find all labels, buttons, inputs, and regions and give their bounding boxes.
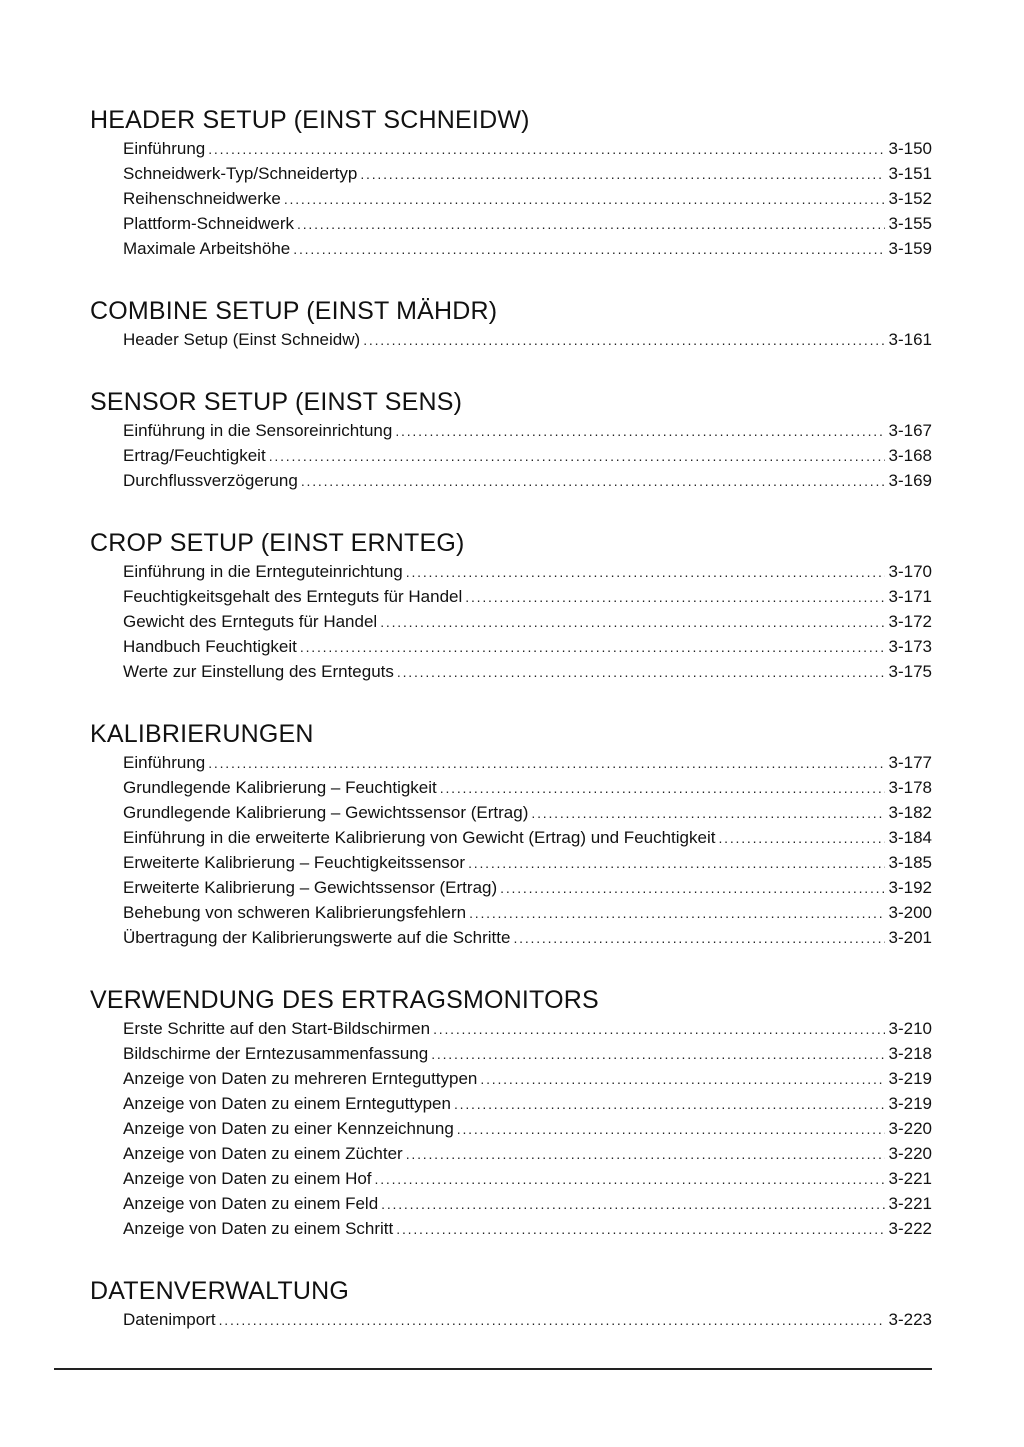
toc-entry[interactable] <box>90 469 932 494</box>
dot-leader <box>284 187 885 211</box>
toc-entry[interactable] <box>90 926 932 951</box>
toc-entry-label: Anzeige von Daten zu einem Hof <box>123 1169 372 1188</box>
toc-entry[interactable] <box>90 187 932 212</box>
toc-entry[interactable] <box>90 560 932 585</box>
toc-entry-page-number: 3-169 <box>888 471 932 490</box>
dot-leader <box>219 1308 885 1332</box>
table-of-contents <box>90 105 932 1333</box>
dot-leader <box>360 162 884 186</box>
toc-entry-label: Einführung <box>123 139 206 158</box>
dot-leader <box>500 876 884 900</box>
dot-leader <box>293 237 884 261</box>
toc-entry-page-number: 3-167 <box>888 421 932 440</box>
toc-entry-page-number: 3-182 <box>888 803 932 822</box>
toc-entry-page-number: 3-150 <box>888 139 932 158</box>
toc-entry[interactable] <box>90 610 932 635</box>
dot-leader <box>468 851 884 875</box>
toc-entry-label: Anzeige von Daten zu einem Züchter <box>123 1144 403 1163</box>
toc-entry-label: Bildschirme der Erntezusammenfassung <box>123 1044 429 1063</box>
dot-leader <box>269 444 885 468</box>
toc-entry-page-number: 3-177 <box>888 753 932 772</box>
dot-leader <box>397 660 885 684</box>
section-heading: HEADER SETUP (EINST SCHNEIDW) <box>90 106 530 134</box>
toc-entry[interactable] <box>90 1142 932 1167</box>
toc-entry-page-number: 3-173 <box>888 637 932 656</box>
toc-entry-page-number: 3-210 <box>888 1019 932 1038</box>
toc-entry-label: Anzeige von Daten zu einer Kennzeichnung <box>123 1119 454 1138</box>
toc-entry-label: Erweiterte Kalibrierung – Gewichtssensor (Ertrag) <box>123 878 498 897</box>
dot-leader <box>433 1017 884 1041</box>
toc-entry[interactable] <box>90 851 932 876</box>
toc-entry-page-number: 3-200 <box>888 903 932 922</box>
dot-leader <box>469 901 884 925</box>
toc-section <box>90 1276 932 1333</box>
toc-entry[interactable] <box>90 1167 932 1192</box>
toc-entry-label: Header Setup (Einst Schneidw) <box>123 330 361 349</box>
footer-divider <box>54 1368 932 1370</box>
dot-leader <box>395 419 884 443</box>
toc-entry[interactable] <box>90 328 932 353</box>
toc-entry-label: Schneidwerk-Typ/Schneidertyp <box>123 164 358 183</box>
dot-leader <box>380 610 884 634</box>
toc-entry-label: Behebung von schweren Kalibrierungsfehlern <box>123 903 467 922</box>
toc-entry-label: Ertrag/Feuchtigkeit <box>123 446 266 465</box>
toc-entry-page-number: 3-172 <box>888 612 932 631</box>
dot-leader <box>208 751 884 775</box>
toc-entry-page-number: 3-184 <box>888 828 932 847</box>
toc-entry-label: Handbuch Feuchtigkeit <box>123 637 297 656</box>
section-heading: COMBINE SETUP (EINST MÄHDR) <box>90 297 498 325</box>
toc-entry[interactable] <box>90 1092 932 1117</box>
toc-entry-page-number: 3-222 <box>888 1219 932 1238</box>
toc-entry-label: Grundlegende Kalibrierung – Gewichtssensor (Ertrag) <box>123 803 529 822</box>
toc-entry[interactable] <box>90 1192 932 1217</box>
toc-entry-label: Durchflussverzögerung <box>123 471 298 490</box>
toc-section <box>90 719 932 951</box>
dot-leader <box>396 1217 884 1241</box>
toc-entry[interactable] <box>90 776 932 801</box>
dot-leader <box>513 926 884 950</box>
toc-entry-label: Einführung in die erweiterte Kalibrierung von Gewicht (Ertrag) und Feuchtigkeit <box>123 828 716 847</box>
toc-entry-label: Feuchtigkeitsgehalt des Ernteguts für Handel <box>123 587 463 606</box>
toc-entry-page-number: 3-185 <box>888 853 932 872</box>
toc-entry-page-number: 3-175 <box>888 662 932 681</box>
toc-entry[interactable] <box>90 1042 932 1067</box>
toc-entry[interactable] <box>90 660 932 685</box>
toc-entry-label: Einführung in die Sensoreinrichtung <box>123 421 393 440</box>
toc-entry-page-number: 3-192 <box>888 878 932 897</box>
dot-leader <box>297 212 885 236</box>
toc-entry-label: Anzeige von Daten zu mehreren Ernteguttypen <box>123 1069 478 1088</box>
dot-leader <box>300 635 885 659</box>
toc-entry-label: Anzeige von Daten zu einem Schritt <box>123 1219 394 1238</box>
toc-entry-label: Einführung in die Ernteguteinrichtung <box>123 562 403 581</box>
toc-entry-page-number: 3-221 <box>888 1194 932 1213</box>
toc-entry[interactable] <box>90 585 932 610</box>
toc-entry-page-number: 3-171 <box>888 587 932 606</box>
toc-entry-label: Übertragung der Kalibrierungswerte auf die Schritte <box>123 928 511 947</box>
toc-entry[interactable] <box>90 826 932 851</box>
toc-entry-page-number: 3-155 <box>888 214 932 233</box>
section-heading: VERWENDUNG DES ERTRAGSMONITORS <box>90 986 599 1014</box>
dot-leader <box>431 1042 884 1066</box>
toc-entry-label: Werte zur Einstellung des Ernteguts <box>123 662 394 681</box>
toc-entry-page-number: 3-220 <box>888 1119 932 1138</box>
toc-entry-page-number: 3-201 <box>888 928 932 947</box>
toc-entry-page-number: 3-151 <box>888 164 932 183</box>
toc-entry-label: Plattform-Schneidwerk <box>123 214 295 233</box>
toc-entry-label: Grundlegende Kalibrierung – Feuchtigkeit <box>123 778 437 797</box>
dot-leader <box>301 469 885 493</box>
toc-entry-label: Erste Schritte auf den Start-Bildschirmen <box>123 1019 431 1038</box>
toc-entry[interactable] <box>90 212 932 237</box>
toc-entry[interactable] <box>90 635 932 660</box>
dot-leader <box>457 1117 885 1141</box>
section-heading: DATENVERWALTUNG <box>90 1277 350 1305</box>
toc-entry-label: Maximale Arbeitshöhe <box>123 239 291 258</box>
toc-section <box>90 387 932 494</box>
toc-entry-label: Datenimport <box>123 1310 216 1329</box>
dot-leader <box>208 137 884 161</box>
dot-leader <box>465 585 884 609</box>
dot-leader <box>375 1167 885 1191</box>
toc-entry[interactable] <box>90 1067 932 1092</box>
toc-entry[interactable] <box>90 162 932 187</box>
toc-entry-page-number: 3-221 <box>888 1169 932 1188</box>
toc-entry[interactable] <box>90 1017 932 1042</box>
dot-leader <box>440 776 885 800</box>
toc-section <box>90 528 932 685</box>
toc-section <box>90 105 932 262</box>
toc-entry-page-number: 3-218 <box>888 1044 932 1063</box>
dot-leader <box>480 1067 884 1091</box>
section-heading: CROP SETUP (EINST ERNTEG) <box>90 529 465 557</box>
toc-entry[interactable] <box>90 137 932 162</box>
toc-entry[interactable] <box>90 419 932 444</box>
toc-entry-page-number: 3-223 <box>888 1310 932 1329</box>
toc-entry-page-number: 3-219 <box>888 1094 932 1113</box>
toc-entry[interactable] <box>90 901 932 926</box>
toc-entry-page-number: 3-161 <box>888 330 932 349</box>
toc-entry-page-number: 3-168 <box>888 446 932 465</box>
section-heading: KALIBRIERUNGEN <box>90 720 314 748</box>
toc-section <box>90 985 932 1242</box>
dot-leader <box>363 328 884 352</box>
toc-entry-label: Gewicht des Ernteguts für Handel <box>123 612 378 631</box>
dot-leader <box>406 1142 885 1166</box>
toc-entry[interactable] <box>90 1217 932 1242</box>
toc-entry-page-number: 3-178 <box>888 778 932 797</box>
toc-entry-page-number: 3-220 <box>888 1144 932 1163</box>
toc-entry[interactable] <box>90 444 932 469</box>
dot-leader <box>718 826 884 850</box>
toc-entry-label: Anzeige von Daten zu einem Ernteguttypen <box>123 1094 451 1113</box>
toc-entry[interactable] <box>90 237 932 262</box>
section-heading: SENSOR SETUP (EINST SENS) <box>90 388 463 416</box>
toc-entry-page-number: 3-170 <box>888 562 932 581</box>
toc-entry-label: Einführung <box>123 753 206 772</box>
toc-entry[interactable] <box>90 1117 932 1142</box>
dot-leader <box>531 801 884 825</box>
toc-entry-label: Anzeige von Daten zu einem Feld <box>123 1194 379 1213</box>
toc-section <box>90 296 932 353</box>
toc-entry-page-number: 3-152 <box>888 189 932 208</box>
toc-entry-page-number: 3-159 <box>888 239 932 258</box>
toc-entry[interactable] <box>90 751 932 776</box>
dot-leader <box>406 560 885 584</box>
toc-entry-label: Erweiterte Kalibrierung – Feuchtigkeitssensor <box>123 853 466 872</box>
toc-entry[interactable] <box>90 876 932 901</box>
toc-entry[interactable] <box>90 1308 932 1333</box>
toc-entry[interactable] <box>90 801 932 826</box>
toc-entry-label: Reihenschneidwerke <box>123 189 281 208</box>
dot-leader <box>454 1092 885 1116</box>
toc-entry-page-number: 3-219 <box>888 1069 932 1088</box>
dot-leader <box>381 1192 884 1216</box>
